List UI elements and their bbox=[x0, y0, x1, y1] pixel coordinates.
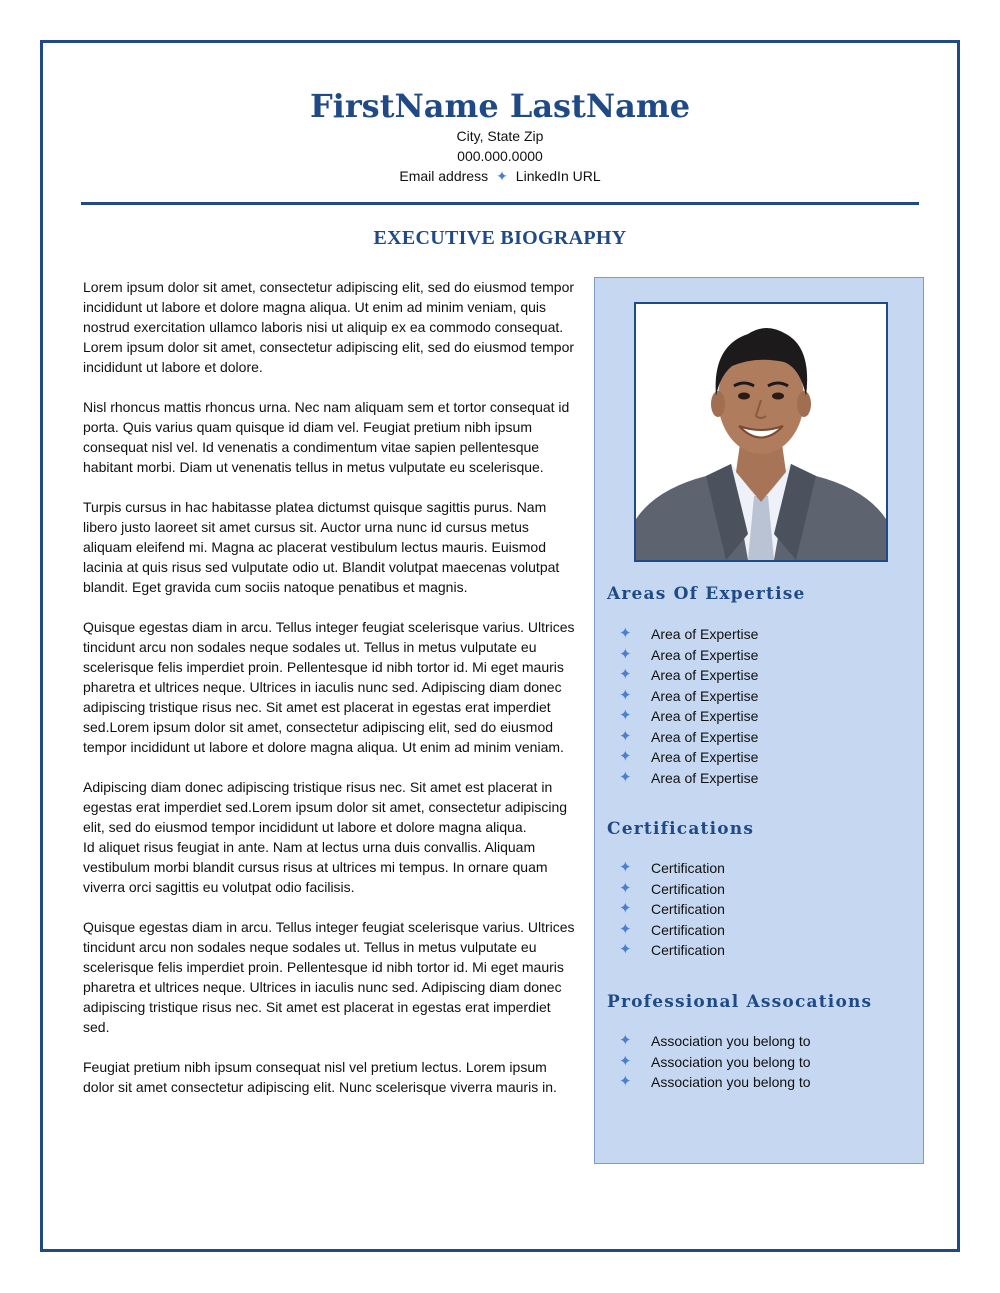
headshot-illustration bbox=[636, 304, 886, 560]
bio-paragraph-text: Adipiscing diam donec adipiscing tristique risus nec. Sit amet est placerat in egestas erat imperdiet sed.Lorem ipsum dolor sit amet, consectetur adipiscing elit, sed do eiusmod tempor incididunt ut labore et dolore magna aliqua. bbox=[83, 779, 568, 835]
certification-item: Certification bbox=[651, 901, 725, 917]
certification-item: Certification bbox=[651, 860, 725, 876]
biography-text bbox=[83, 277, 579, 1117]
four-point-star-icon: ✦ bbox=[619, 920, 632, 938]
resume-header bbox=[0, 86, 1000, 186]
list-item bbox=[619, 899, 725, 920]
expertise-heading: Areas Of Expertise bbox=[607, 584, 806, 604]
expertise-item: Area of Expertise bbox=[651, 708, 759, 724]
certifications-heading: Certifications bbox=[607, 819, 755, 839]
expertise-item: Area of Expertise bbox=[651, 667, 759, 683]
list-item bbox=[619, 1072, 811, 1093]
list-item bbox=[619, 768, 758, 789]
four-point-star-icon: ✦ bbox=[619, 625, 632, 642]
list-item bbox=[619, 665, 758, 686]
contact-links bbox=[0, 166, 1000, 186]
headshot-photo bbox=[634, 302, 888, 562]
bio-paragraph: Feugiat pretium nibh ipsum consequat nisl vel pretium lectus. Lorem ipsum dolor sit amet consectetur adipiscing elit. Nunc scelerisque viverra mauris in. bbox=[83, 1059, 557, 1095]
linkedin-link[interactable]: LinkedIn URL bbox=[515, 168, 601, 184]
list-item bbox=[619, 747, 758, 768]
four-point-star-icon: ✦ bbox=[496, 168, 508, 184]
association-item: Association you belong to bbox=[651, 1033, 811, 1049]
list-item bbox=[619, 686, 758, 707]
certification-item: Certification bbox=[651, 880, 725, 897]
full-name: FirstName LastName bbox=[309, 87, 691, 125]
city-state-zip: City, State Zip bbox=[456, 128, 544, 144]
four-point-star-icon: ✦ bbox=[619, 859, 632, 876]
association-item: Association you belong to bbox=[651, 1053, 811, 1070]
four-point-star-icon: ✦ bbox=[619, 748, 632, 765]
associations-heading: Professional Assocations bbox=[607, 992, 873, 1012]
bio-paragraph: Quisque egestas diam in arcu. Tellus integer feugiat scelerisque varius. Ultrices tincidunt arcu non sodales neque sodales ut. Tellus in metus vulputate eu scelerisque felis imperdiet proin. Pellentesque id nibh tortor id. Mi eget mauris pharetra et ultrices neque. Ultrices in iaculis nunc sed. Adipiscing diam donec adipiscing tristique risus nec. Sit amet est placerat in egestas erat imperdiet sed. bbox=[83, 919, 575, 1035]
list-item bbox=[619, 920, 725, 941]
certification-item: Certification bbox=[651, 921, 725, 938]
list-item bbox=[619, 727, 758, 748]
section-title: EXECUTIVE BIOGRAPHY bbox=[373, 227, 627, 249]
four-point-star-icon: ✦ bbox=[619, 1073, 632, 1090]
four-point-star-icon: ✦ bbox=[619, 900, 632, 917]
associations-list bbox=[619, 1031, 811, 1093]
list-item bbox=[619, 1052, 811, 1073]
expertise-item: Area of Expertise bbox=[651, 728, 759, 745]
four-point-star-icon: ✦ bbox=[619, 686, 632, 704]
expertise-item: Area of Expertise bbox=[651, 626, 759, 642]
expertise-item: Area of Expertise bbox=[651, 687, 759, 704]
four-point-star-icon: ✦ bbox=[619, 768, 632, 786]
four-point-star-icon: ✦ bbox=[619, 1052, 632, 1070]
four-point-star-icon: ✦ bbox=[619, 707, 632, 724]
expertise-item: Area of Expertise bbox=[651, 769, 759, 786]
list-item bbox=[619, 858, 725, 879]
four-point-star-icon: ✦ bbox=[619, 1032, 632, 1049]
certification-item: Certification bbox=[651, 942, 725, 958]
four-point-star-icon: ✦ bbox=[619, 727, 632, 745]
expertise-list bbox=[619, 624, 758, 788]
expertise-item: Area of Expertise bbox=[651, 646, 759, 663]
email-link[interactable]: Email address bbox=[399, 168, 489, 184]
bio-paragraph: Quisque egestas diam in arcu. Tellus integer feugiat scelerisque varius. Ultrices tincidunt arcu non sodales neque sodales ut. Tellus in metus vulputate eu scelerisque felis imperdiet proin. Pellentesque id nibh tortor id. Mi eget mauris pharetra et ultrices neque. Ultrices in iaculis nunc sed. Adipiscing diam donec adipiscing tristique risus nec. Sit amet est placerat in egestas erat imperdiet sed.Lorem ipsum dolor sit amet, consectetur adipiscing elit, sed do eiusmod tempor incididunt ut labore et dolore magna aliqua. Ut enim ad minim veniam. bbox=[83, 619, 575, 755]
four-point-star-icon: ✦ bbox=[619, 645, 632, 663]
bio-paragraph: Turpis cursus in hac habitasse platea dictumst quisque sagittis purus. Nam libero justo laoreet sit amet cursus sit. Auctor urna nunc id cursus metus aliquam eleifend mi. Magna ac placerat vestibulum lectus mauris. Euismod lacinia at quis risus sed vulputate odio ut. Blandit volutpat maecenas volutpat blandit. Eget gravida cum sociis natoque penatibus et magnis. bbox=[83, 499, 560, 595]
bio-paragraph: Lorem ipsum dolor sit amet, consectetur adipiscing elit, sed do eiusmod tempor incididunt ut labore et dolore magna aliqua. Ut enim ad minim veniam, quis nostrud exercitation ullamco laboris nisi ut aliquip ex ea commodo consequat. Lorem ipsum dolor sit amet, consectetur adipiscing elit, sed do eiusmod tempor incididunt ut labore et dolore. bbox=[83, 279, 575, 375]
phone-number: 000.000.0000 bbox=[457, 148, 543, 164]
list-item bbox=[619, 879, 725, 900]
bio-paragraph bbox=[83, 777, 579, 897]
bio-paragraph: Nisl rhoncus mattis rhoncus urna. Nec nam aliquam sem et tortor consequat id porta. Quis varius quam quisque id diam vel. Feugiat pretium nibh ipsum consequat nisl vel. Id venenatis a condimentum vitae sapien pellentesque habitant morbi. Diam ut venenatis tellus in metus vulputate eu scelerisque. bbox=[83, 399, 570, 475]
four-point-star-icon: ✦ bbox=[619, 941, 632, 958]
header-divider bbox=[81, 202, 919, 205]
expertise-item: Area of Expertise bbox=[651, 749, 759, 765]
four-point-star-icon: ✦ bbox=[619, 666, 632, 683]
list-item bbox=[619, 706, 758, 727]
list-item bbox=[619, 624, 758, 645]
list-item bbox=[619, 1031, 811, 1052]
sidebar-panel bbox=[594, 277, 924, 1164]
four-point-star-icon: ✦ bbox=[619, 879, 632, 897]
list-item bbox=[619, 940, 725, 961]
list-item bbox=[619, 645, 758, 666]
certifications-list bbox=[619, 858, 725, 961]
bio-paragraph-continuation: Id aliquet risus feugiat in ante. Nam at lectus urna duis convallis. Aliquam vestibulum morbi blandit cursus risus at ultrices mi tempus. In ornare quam viverra orci sagittis eu volutpat odio facilisis. bbox=[83, 839, 548, 895]
association-item: Association you belong to bbox=[651, 1074, 811, 1090]
